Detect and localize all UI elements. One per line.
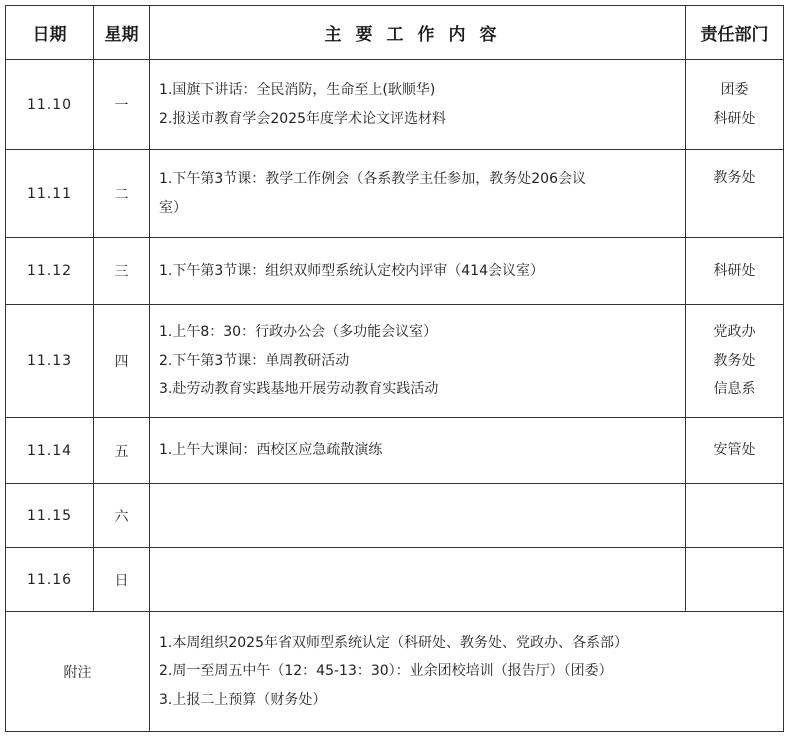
row-day: 五 (94, 418, 150, 484)
schedule-row (6, 238, 784, 305)
dept-item: 党政办 (713, 324, 756, 341)
row-date: 11.15 (6, 484, 94, 548)
row-day: 六 (94, 484, 150, 548)
weekly-schedule-table (5, 5, 784, 732)
content-item: 1.国旗下讲话：全民消防，生命至上(耿顺华) (159, 82, 436, 98)
schedule-row (6, 548, 784, 612)
row-day: 一 (94, 60, 150, 150)
notes-row (6, 612, 784, 732)
header-row (6, 6, 784, 60)
note-item: 2.周一至周五中午（12：45-13：30）：业余团校培训（报告厅）（团委） (159, 663, 613, 680)
dept-item: 科研处 (713, 110, 756, 127)
dept-item: 科研处 (713, 262, 756, 279)
row-content (150, 305, 686, 418)
content-item: 1.下午第3节课：组织双师型系统认定校内评审（414会议室） (159, 262, 544, 279)
schedule-row (6, 60, 784, 150)
content-item: 1.下午第3节课：教学工作例会（各系教学主任参加，教务处206会议 (159, 171, 586, 187)
content-item: 室） (159, 199, 187, 216)
row-day: 日 (94, 548, 150, 612)
row-dept (686, 305, 784, 418)
row-date: 11.10 (6, 60, 94, 150)
dept-item: 安管处 (713, 442, 756, 459)
schedule-row (6, 418, 784, 484)
dept-item: 教务处 (713, 170, 756, 186)
row-content (150, 60, 686, 150)
row-date: 11.12 (6, 238, 94, 305)
header-day: 星期 (94, 6, 150, 60)
row-date: 11.14 (6, 418, 94, 484)
row-content (150, 418, 686, 484)
notes-content (150, 612, 784, 732)
row-content (150, 238, 686, 305)
row-content (150, 484, 686, 548)
row-dept (686, 150, 784, 238)
row-dept (686, 238, 784, 305)
row-date: 11.16 (6, 548, 94, 612)
notes-label: 附注 (6, 612, 150, 732)
header-dept: 责任部门 (686, 6, 784, 60)
dept-item: 信息系 (713, 381, 756, 398)
row-dept (686, 548, 784, 612)
row-content (150, 548, 686, 612)
row-day: 三 (94, 238, 150, 305)
row-date: 11.11 (6, 150, 94, 238)
note-item: 3.上报二上预算（财务处） (159, 691, 327, 708)
content-item: 2.下午第3节课：单周教研活动 (159, 352, 350, 369)
header-date: 日期 (6, 6, 94, 60)
schedule-row (6, 484, 784, 548)
row-day: 四 (94, 305, 150, 418)
dept-item: 团委 (720, 82, 749, 98)
dept-item: 教务处 (713, 352, 756, 369)
row-date: 11.13 (6, 305, 94, 418)
row-content (150, 150, 686, 238)
content-item: 2.报送市教育学会2025年度学术论文评选材料 (159, 110, 446, 127)
header-content: 主要工作内容 (150, 6, 686, 60)
note-item: 1.本周组织2025年省双师型系统认定（科研处、教务处、党政办、各系部） (159, 634, 628, 651)
row-day: 二 (94, 150, 150, 238)
content-item: 1.上午8：30：行政办公会（多功能会议室） (159, 324, 438, 341)
row-dept (686, 60, 784, 150)
row-dept (686, 484, 784, 548)
row-dept (686, 418, 784, 484)
content-item: 1.上午大课间：西校区应急疏散演练 (159, 442, 383, 459)
schedule-row (6, 305, 784, 418)
schedule-row (6, 150, 784, 238)
content-item: 3.赴劳动教育实践基地开展劳动教育实践活动 (159, 381, 439, 398)
